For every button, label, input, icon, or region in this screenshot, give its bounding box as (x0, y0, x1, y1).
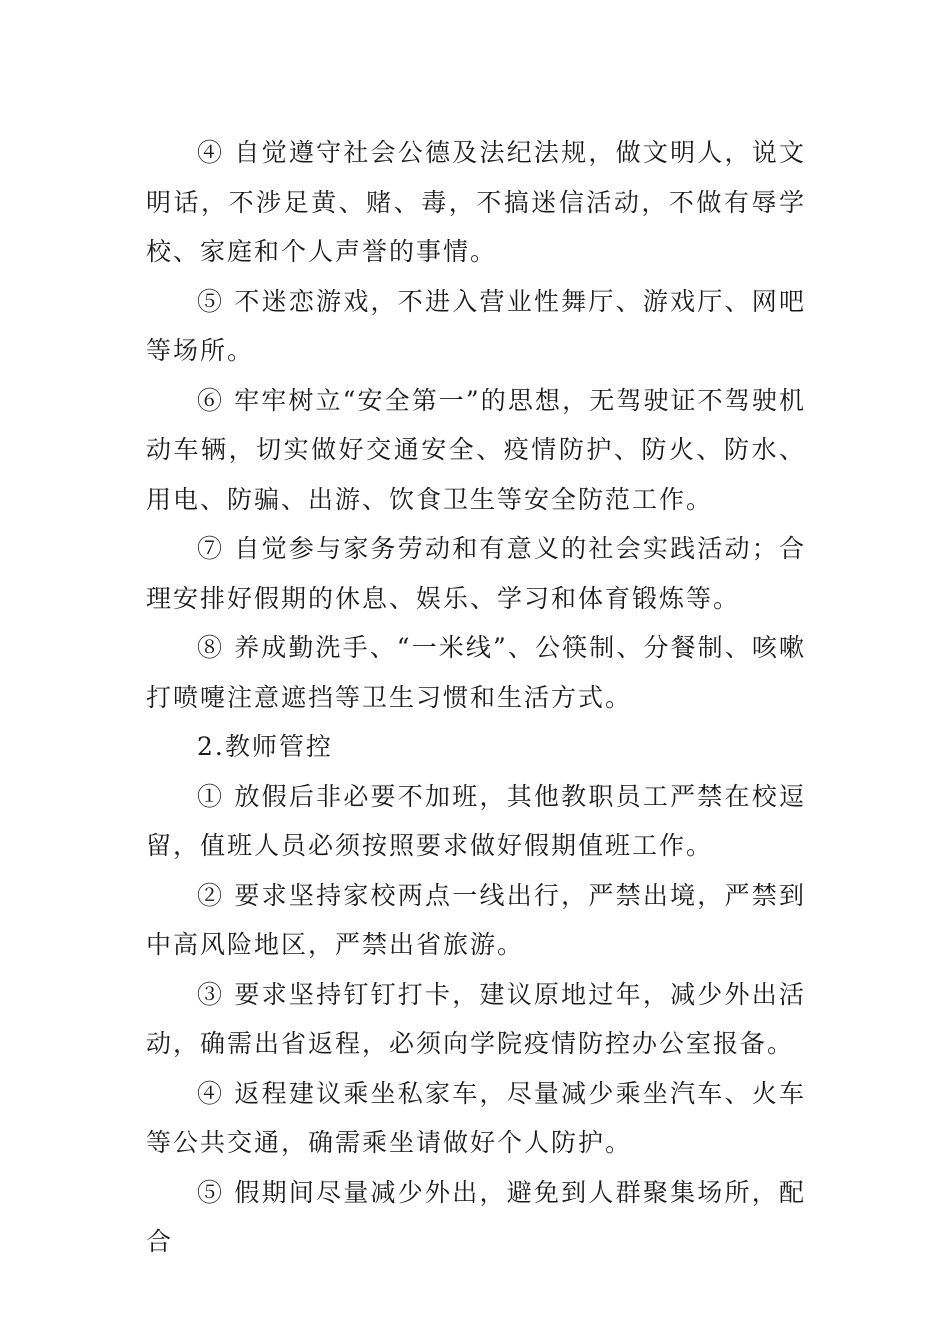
paragraph-student-rule-7: ⑦ 自觉参与家务劳动和有意义的社会实践活动；合理安排好假期的休息、娱乐、学习和体育锻炼等。 (146, 534, 806, 613)
paragraph-teacher-rule-3: ③ 要求坚持钉钉打卡，建议原地过年，减少外出活动，确需出省返程，必须向学院疫情防控办公室报备。 (146, 979, 806, 1058)
paragraph-student-rule-5: ⑤ 不迷恋游戏，不进入营业性舞厅、游戏厅、网吧等场所。 (146, 286, 806, 365)
section-heading-teacher-control: 2.教师管控 (197, 732, 333, 761)
paragraph-teacher-rule-5: ⑤ 假期间尽量减少外出，避免到人群聚集场所，配合 (146, 1177, 806, 1256)
paragraph-student-rule-4: ④ 自觉遵守社会公德及法纪法规，做文明人，说文明话，不涉足黄、赌、毒，不搞迷信活动，不做有辱学校、家庭和个人声誉的事情。 (146, 138, 806, 266)
paragraph-teacher-rule-4: ④ 返程建议乘坐私家车，尽量减少乘坐汽车、火车等公共交通，确需乘坐请做好个人防护。 (146, 1078, 806, 1157)
paragraph-teacher-rule-1: ① 放假后非必要不加班，其他教职员工严禁在校逗留，值班人员必须按照要求做好假期值班工作。 (146, 781, 806, 860)
paragraph-student-rule-8: ⑧ 养成勤洗手、“一米线”、公筷制、分餐制、咳嗽打喷嚏注意遮挡等卫生习惯和生活方式。 (146, 633, 806, 712)
paragraph-student-rule-6: ⑥ 牢牢树立“安全第一”的思想，无驾驶证不驾驶机动车辆，切实做好交通安全、疫情防护、防火、防水、用电、防骗、出游、饮食卫生等安全防范工作。 (146, 385, 806, 514)
document-page (146, 128, 806, 1267)
paragraph-teacher-rule-2: ② 要求坚持家校两点一线出行，严禁出境，严禁到中高风险地区，严禁出省旅游。 (146, 880, 806, 959)
